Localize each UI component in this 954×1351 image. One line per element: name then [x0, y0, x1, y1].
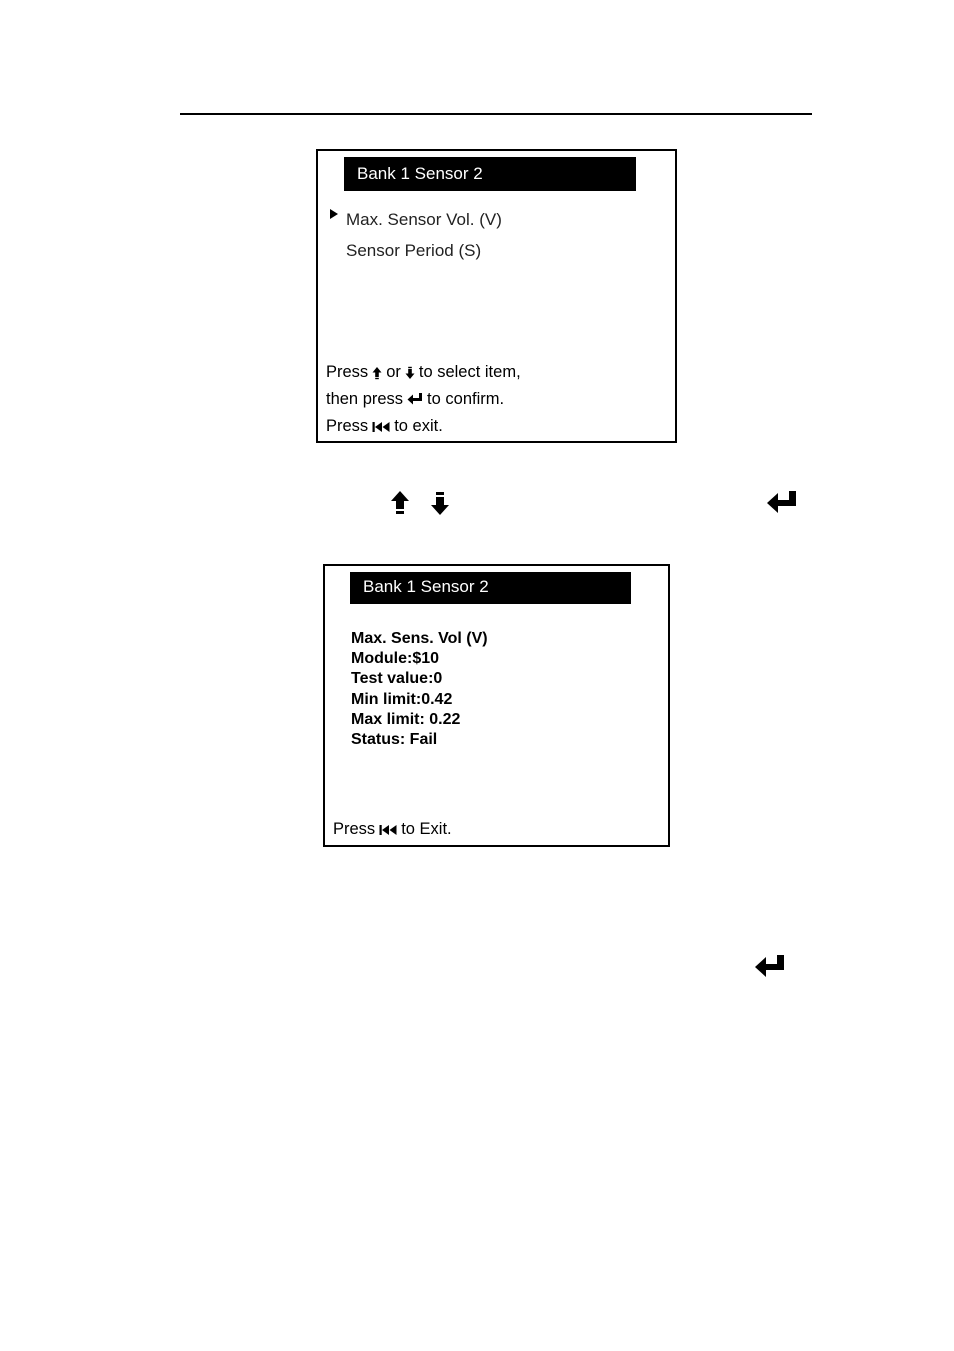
screen-title: Bank 1 Sensor 2: [344, 157, 636, 191]
field-test-value: Test value:0: [351, 670, 443, 687]
enter-key-icon: [766, 491, 798, 515]
menu-item-sensor-period[interactable]: Sensor Period (S): [346, 241, 482, 260]
down-arrow-icon: [430, 491, 450, 515]
exit-key-icon: [379, 824, 397, 836]
menu-screen: [316, 149, 677, 443]
hint-line-exit: Press to Exit.: [333, 820, 452, 838]
up-arrow-icon: [372, 366, 382, 380]
field-max-limit: Max limit: 0.22: [351, 711, 461, 728]
hint-line-exit: Press to exit.: [326, 417, 443, 435]
field-module: Module:$10: [351, 650, 440, 667]
field-item-name: Max. Sens. Vol (V): [351, 630, 488, 647]
header-rule: [180, 113, 812, 115]
result-screen: [323, 564, 670, 847]
enter-key-icon: [754, 955, 786, 979]
field-status: Status: Fail: [351, 731, 438, 748]
selection-pointer-icon: [330, 209, 338, 219]
exit-key-icon: [372, 421, 390, 433]
screen-title: Bank 1 Sensor 2: [350, 572, 631, 604]
hint-line-select: Press or to select item,: [326, 363, 521, 381]
down-arrow-icon: [405, 366, 415, 380]
up-arrow-icon: [390, 491, 410, 515]
field-min-limit: Min limit:0.42: [351, 691, 453, 708]
enter-key-icon: [407, 393, 423, 406]
hint-line-confirm: then press to confirm.: [326, 390, 505, 408]
menu-item-max-sensor-vol[interactable]: Max. Sensor Vol. (V): [346, 210, 502, 229]
